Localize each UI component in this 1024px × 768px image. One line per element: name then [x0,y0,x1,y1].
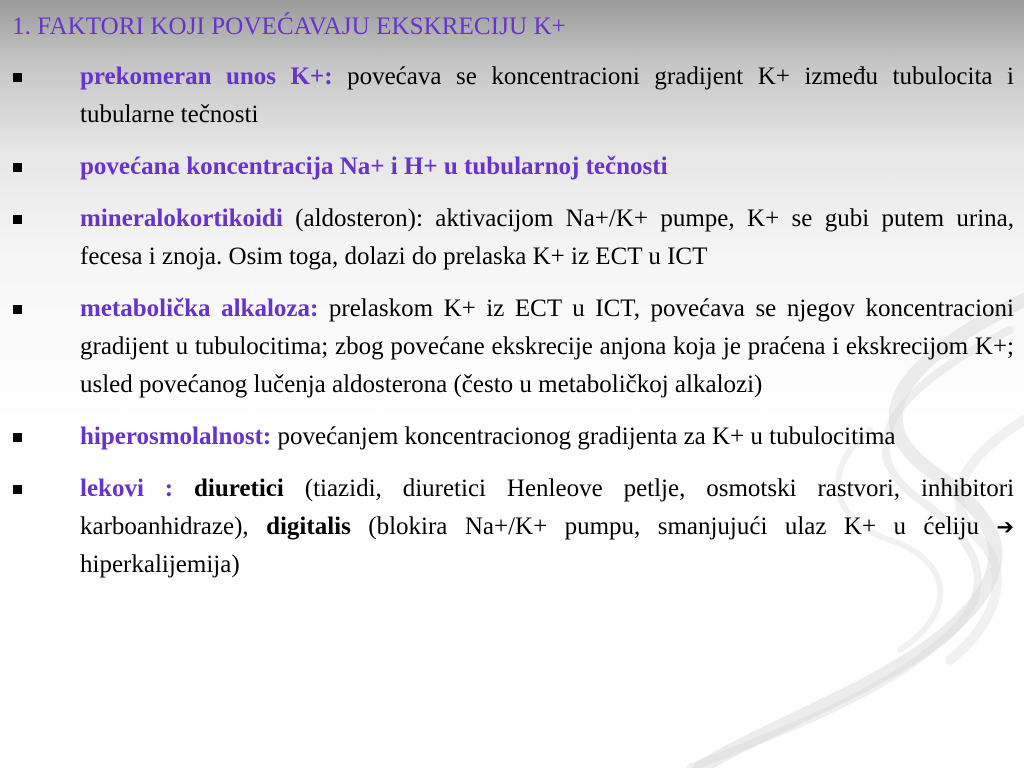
square-bullet-icon [13,163,22,172]
square-bullet-icon [13,73,22,82]
square-bullet-icon [13,215,22,224]
bullet-text: povećava se koncentracioni gradijent K+ između tubulocita i tubularne tečnosti [80,63,1014,128]
bullet-keyword: lekovi : [80,475,174,502]
bullet-keyword: hiperosmolalnost: [80,423,272,450]
right-arrow-icon: ➔ [996,515,1014,539]
bullet-text: prelaskom K+ iz ECT u ICT, povećava se njegov koncentracioni gradijent u tubulocitima; zbog povećane ekskrecije anjona koja je praćena i ekskrecijom K+; usled povećanog lučenja aldosterona (često u metaboličkoj alkalozi) [80,295,1014,398]
bullet-item-prekomeran-unos [80,58,1014,134]
bullet-keyword: metabolička alkaloza: [80,295,319,322]
bullet-item-metabolicka-alkaloza [80,290,1014,404]
square-bullet-icon [13,485,22,494]
square-bullet-icon [13,433,22,442]
bullet-item-povecana-koncentracija [80,148,1014,186]
slide-title: 1. FAKTORI KOJI POVEĆAVAJU EKSKRECIJU K+ [12,13,566,40]
bullet-text: (blokira Na+/K+ pumpu, smanjujući ulaz K+ u ćeliju [350,513,997,540]
bullet-list [0,58,1024,598]
bullet-item-hiperosmolalnost [80,418,1014,456]
bullet-keyword: prekomeran unos K+: [80,63,333,90]
bullet-text: (tiazidi, diuretici Henleove petlje, osmotski rastvori, inhibitori karboanhidraze), [80,475,1015,540]
bullet-item-lekovi [80,470,1014,584]
square-bullet-icon [13,305,22,314]
bullet-item-mineralokortikoidi [80,200,1014,276]
bullet-text: hiperkalijemija) [80,551,240,578]
bullet-bold-digitalis: digitalis [248,513,351,540]
bullet-text: povećanjem koncentracionog gradijenta za K+ u tubulocitima [271,423,896,450]
bullet-text: (aldosteron): aktivacijom Na+/K+ pumpe, K+ se gubi putem urina, fecesa i znoja. Osim toga, dolazi do prelaska K+ iz ECT u ICT [80,205,1014,270]
bullet-bold-diuretici: diuretici [173,475,284,502]
bullet-keyword: mineralokortikoidi [80,205,283,232]
bullet-keyword: povećana koncentracija Na+ i H+ u tubularnoj tečnosti [80,153,668,180]
